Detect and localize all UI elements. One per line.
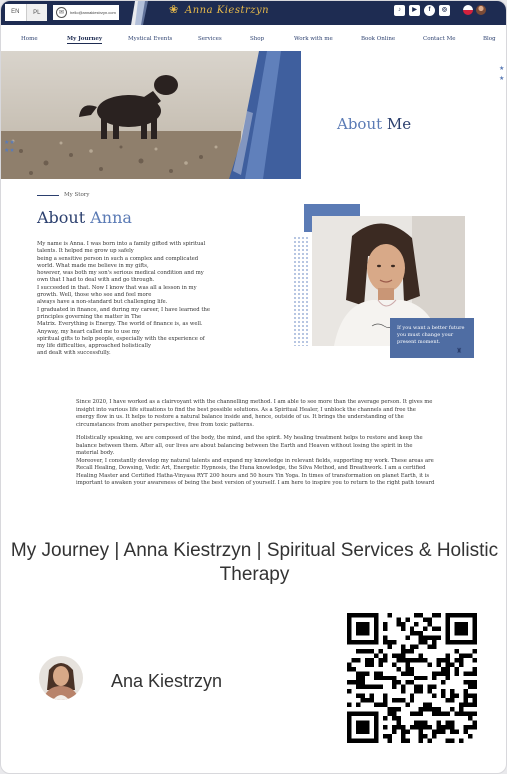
- star-icon: ★★: [4, 147, 15, 154]
- tiktok-icon[interactable]: ♪: [394, 5, 405, 16]
- email-text: hello@annakiestrzyn.com: [70, 10, 116, 15]
- page-title: About Me: [337, 115, 412, 133]
- flag-group: [463, 5, 486, 15]
- author-avatar: [39, 656, 83, 700]
- brand-name: Anna Kiestrzyn: [185, 4, 270, 16]
- facebook-icon[interactable]: f: [424, 5, 435, 16]
- hero-banner: [1, 51, 507, 179]
- quote-box: If you want a better future you must change your present moment.: [390, 318, 474, 358]
- brush-stroke-decoration: [129, 1, 151, 25]
- author-name: Ana Kiestrzyn: [111, 671, 223, 691]
- about-heading: About Anna: [37, 208, 132, 227]
- social-links: [394, 5, 450, 16]
- lang-pl-option[interactable]: PL: [33, 9, 41, 16]
- section-divider: [37, 195, 59, 196]
- long-bio: [76, 399, 488, 494]
- dog-on-beach-photo: [1, 51, 301, 179]
- bio-paragraph-2: Holistically speaking, we are composed of the body, the mind, and the spirit. My healing treatment helps to restore and keep the balance between them. After all, our lives are about balancing between the Earth and Heaven without losing the spirit in the material body. Moreover, I constantly develop my natural talents and expand my knowledge in relevant fields, supporting my work. These areas are Recall Healing, Dowsing, Vedic Art, Energetic Hypnosis, the Huna knowledge, the Silva Method, and Breathwork. I am a certified Healing Master and Certified Hatha-Vinyasa RYT 200 hours and 50 hours Yin Yoga. In times of transformation on planet Earth, it is important to awaken your awareness of being the best version of yourself. I am here to inspire you to return to the right path toward: [76, 435, 435, 486]
- lotus-logo-icon: ❀: [169, 3, 179, 16]
- youtube-icon[interactable]: ▶: [409, 5, 420, 16]
- dot-pattern-decoration: [293, 236, 309, 346]
- email-link[interactable]: [53, 5, 119, 20]
- nav-mystical-events[interactable]: Mystical Events: [128, 36, 173, 42]
- nav-services[interactable]: Services: [198, 36, 222, 42]
- mail-icon: ✉: [56, 7, 67, 18]
- share-title[interactable]: My Journey | Anna Kiestrzyn | Spiritual Services & Holistic Therapy: [10, 540, 499, 585]
- pl-flag-icon[interactable]: [463, 5, 473, 15]
- trophy-icon: ♜: [456, 347, 463, 355]
- top-bar: [1, 1, 507, 25]
- star-icon: ★: [499, 65, 505, 72]
- language-switcher: [5, 4, 47, 21]
- nav-work-with-me[interactable]: Work with me: [294, 36, 333, 42]
- star-icon: ★★: [4, 139, 15, 146]
- nav-shop[interactable]: Shop: [250, 36, 265, 42]
- story-paragraph: My name is Anna. I was born into a family gifted with spiritual talents. It helped me grow up safely being a sensitive person in such a complex and complicated world. What made me believe in my gifts, however, was both my son's serious medical condition and my own that I had to deal with and go through. I succeeded in that. Now I know that was all a lesson in my growth. Well, those who see and feel more always have a non-standard but challenging life. I graduated in finance, and during my career, I have learned the principles governing the matter in The Matrix. Everything is Energy. The world of finance is, as well. Anyway, my heart called me to use my spiritual gifts to help people, especially with the experience of my life difficulties, approached holistically and dealt with successfully.: [37, 241, 210, 357]
- instagram-icon[interactable]: ◎: [439, 5, 450, 16]
- brand[interactable]: [169, 4, 269, 16]
- lang-en-option[interactable]: EN: [5, 4, 27, 21]
- section-label: My Story: [64, 192, 90, 198]
- bio-paragraph-1: Since 2020, I have worked as a clairvoyant with the channelling method. I am able to see more than the average person. It gives me insight into various life situations to find the best possible solutions. As a Spiritual Healer, I unblock the channels and free the energy flow in us. It helps to restore a natural balance inside and, hence, outside of us. It brings the understanding of the circumstances from another perspective, free from toxic patterns.: [76, 399, 433, 428]
- nav-book-online[interactable]: Book Online: [361, 36, 396, 42]
- qr-code[interactable]: [347, 613, 477, 743]
- nav-contact-me[interactable]: Contact Me: [423, 36, 456, 42]
- star-icon: ★: [499, 75, 505, 82]
- user-avatar-icon[interactable]: [476, 5, 486, 15]
- nav-blog[interactable]: Blog: [483, 36, 496, 42]
- nav-home[interactable]: Home: [21, 36, 38, 42]
- nav-my-journey[interactable]: My Journey: [67, 36, 103, 42]
